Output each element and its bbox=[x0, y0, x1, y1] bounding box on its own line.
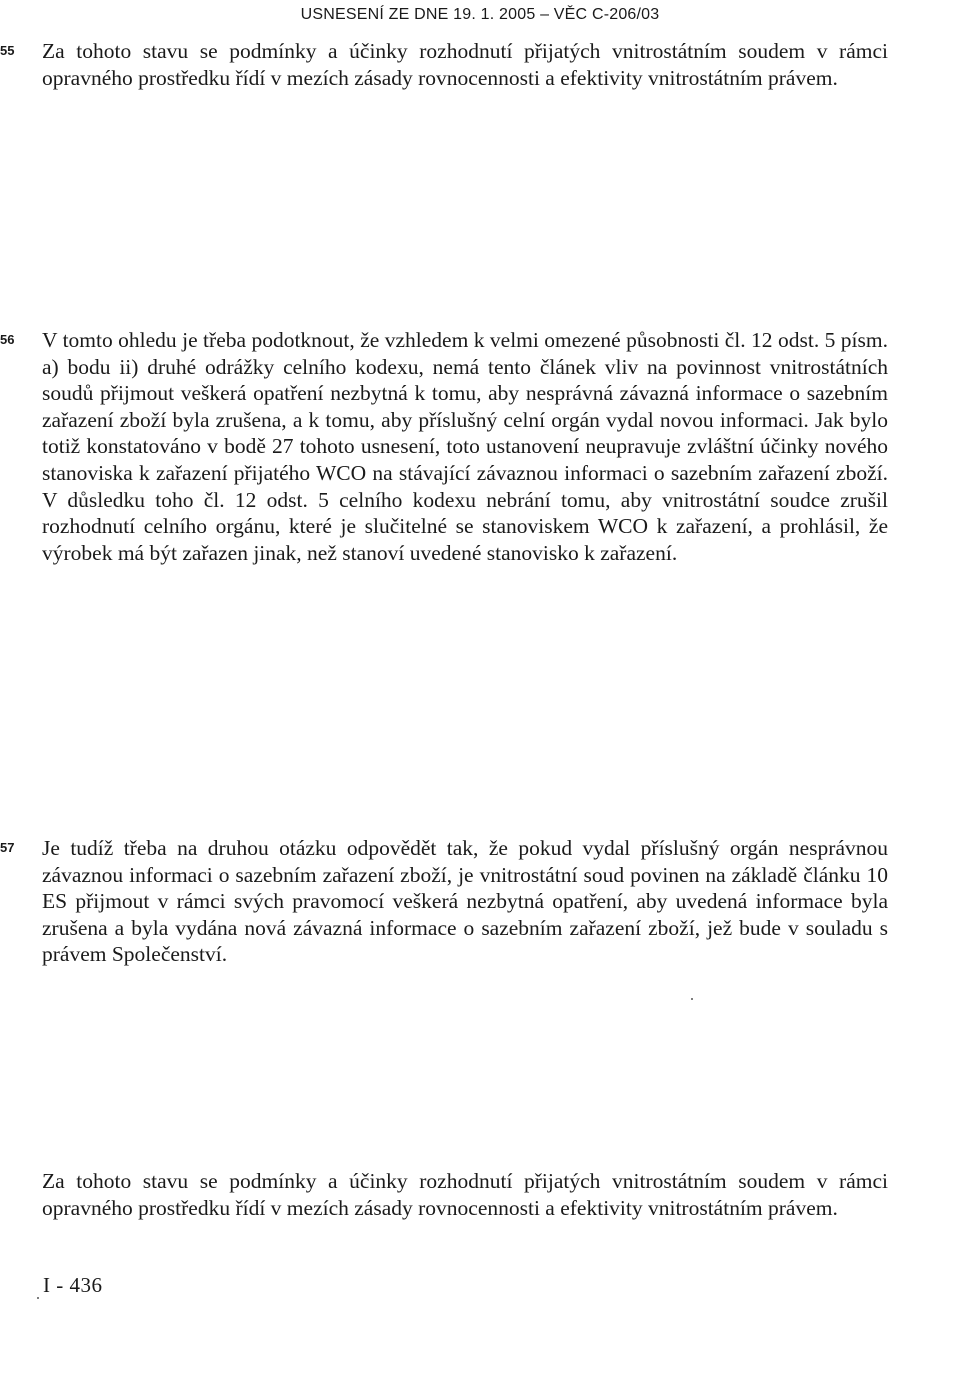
running-header: USNESENÍ ZE DNE 19. 1. 2005 – VĚC C-206/03 bbox=[300, 6, 660, 23]
paragraph-56 bbox=[0, 327, 888, 566]
scan-speck bbox=[691, 998, 693, 1000]
paragraph-number: 55 bbox=[0, 43, 15, 58]
paragraph-number: 56 bbox=[0, 332, 15, 347]
paragraph-text: V tomto ohledu je třeba podotknout, že vzhledem k velmi omezené působnosti čl. 12 odst. 5 písm. a) bodu ii) druhé odrážky celního kodexu, nemá tento článek vliv na povinnost vnitrostátních soudů přijmout veškerá opatření nezbytná k tomu, aby nesprávná závazná informace o sazebním zařazení zboží byla zrušena, a k tomu, aby příslušný celní orgán vydal novou informaci. Jak bylo totiž konstatováno v bodě 27 tohoto usnesení, toto ustanovení neupravuje zvláštní účinky nového stanoviska k zařazení přijatého WCO na stávající závaznou informaci o sazebním zařazení zboží. V důsledku toho čl. 12 odst. 5 celního kodexu nebrání tomu, aby vnitrostátní soudce zrušil rozhodnutí celního orgánu, které je slučitelné se stanoviskem WCO k zařazení, a prohlásil, že výrobek má být zařazen jinak, než stanoví uvedené stanovisko k zařazení. bbox=[42, 328, 888, 565]
paragraph-57 bbox=[0, 835, 888, 968]
paragraph-55 bbox=[0, 38, 888, 91]
paragraph-number: 57 bbox=[0, 840, 15, 855]
paragraph-text: Je tudíž třeba na druhou otázku odpovědět tak, že pokud vydal příslušný orgán nesprávnou závaznou informaci o sazebním zařazení zboží, je vnitrostátní soud povinen na základě článku 10 ES přijmout v rámci svých pravomocí veškerá nezbytná opatření, aby uvedená informace byla zrušena a byla vydána nová závazná informace o sazebním zařazení zboží, jež bude v souladu s právem Společenství. bbox=[42, 836, 888, 967]
page-number: I - 436 bbox=[43, 1273, 103, 1297]
paragraph-text: Za tohoto stavu se podmínky a účinky rozhodnutí přijatých vnitrostátním soudem v rámci opravného prostředku řídí v mezích zásady rovnocennosti a efektivity vnitrostátním právem. bbox=[42, 39, 888, 90]
paragraph-text: Za tohoto stavu se podmínky a účinky rozhodnutí přijatých vnitrostátním soudem v rámci opravného prostředku řídí v mezích zásady rovnocennosti a efektivity vnitrostátním právem. bbox=[42, 1169, 888, 1220]
scan-speck bbox=[37, 1297, 39, 1299]
closing-paragraph bbox=[42, 1168, 888, 1221]
